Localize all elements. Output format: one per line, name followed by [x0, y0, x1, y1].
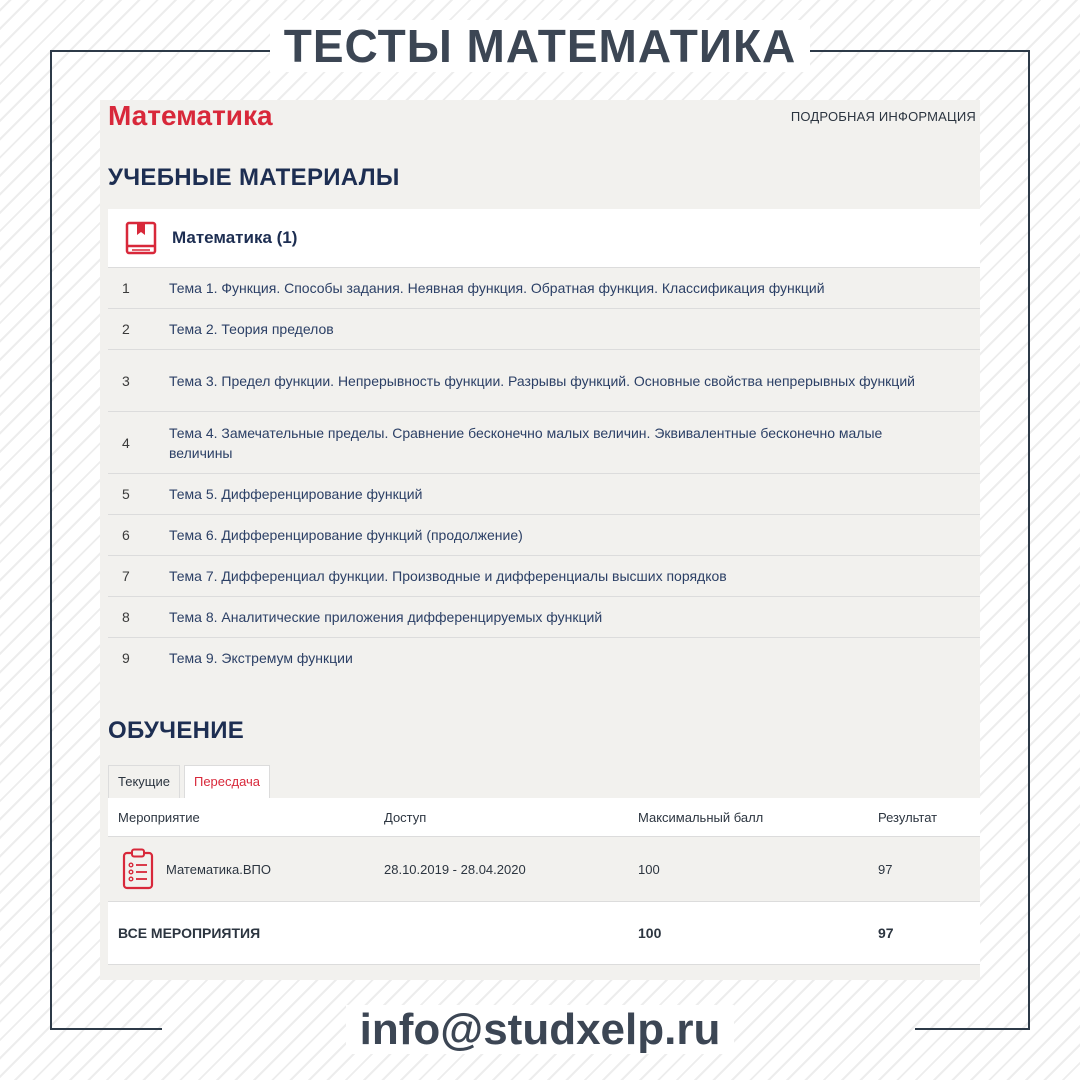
event-result: 97: [878, 837, 980, 902]
materials-card: [108, 209, 980, 678]
total-row: [108, 902, 980, 965]
topic-number: 1: [122, 280, 130, 296]
event-name-wrap: [118, 848, 384, 890]
topic-title[interactable]: Тема 7. Дифференциал функции. Производные и дифференциалы высших порядков: [169, 568, 727, 584]
topic-row[interactable]: [108, 597, 980, 638]
events-table: [108, 798, 980, 965]
topic-title[interactable]: Тема 1. Функция. Способы задания. Неявная функция. Обратная функция. Классификация функций: [169, 280, 825, 296]
poster-title: [0, 16, 1080, 76]
event-name[interactable]: Математика.ВПО: [166, 861, 271, 877]
topic-row[interactable]: [108, 515, 980, 556]
details-link[interactable]: ПОДРОБНАЯ ИНФОРМАЦИЯ: [790, 109, 976, 124]
materials-card-header[interactable]: [108, 209, 980, 268]
topic-number: 5: [122, 486, 130, 502]
learning-tabs: [108, 765, 270, 798]
topic-title[interactable]: Тема 9. Экстремум функции: [169, 650, 353, 666]
column-header-event: Мероприятие: [108, 798, 384, 837]
topic-number: 6: [122, 527, 130, 543]
column-header-max-score: Максимальный балл: [638, 798, 878, 837]
poster-email-text: info@studxelp.ru: [346, 1005, 735, 1054]
topic-title[interactable]: Тема 3. Предел функции. Непрерывность функции. Разрывы функций. Основные свойства непрерывных функций: [169, 372, 915, 389]
topic-row[interactable]: [108, 474, 980, 515]
event-access: 28.10.2019 - 28.04.2020: [384, 837, 638, 902]
column-header-access: Доступ: [384, 798, 638, 837]
poster-email: [0, 1000, 1080, 1060]
topic-title[interactable]: Тема 6. Дифференцирование функций (продолжение): [169, 527, 523, 543]
frame-right: [1028, 50, 1030, 1030]
clipboard-icon: [122, 848, 154, 890]
topic-row[interactable]: [108, 412, 980, 474]
topic-number: 2: [122, 321, 130, 337]
topic-title[interactable]: Тема 4. Замечательные пределы. Сравнение бесконечно малых величин. Эквивалентные бесконечно малые величины: [169, 424, 883, 461]
materials-heading: УЧЕБНЫЕ МАТЕРИАЛЫ: [108, 164, 400, 191]
tab-retake[interactable]: Пересдача: [184, 765, 270, 798]
frame-left: [50, 50, 52, 1030]
learning-heading: ОБУЧЕНИЕ: [108, 717, 245, 744]
course-page: [100, 100, 980, 980]
table-header-row: [108, 798, 980, 837]
poster-title-text: ТЕСТЫ МАТЕМАТИКА: [270, 20, 811, 72]
topic-number: 8: [122, 609, 130, 625]
course-title: Математика: [108, 100, 273, 131]
event-max-score: 100: [638, 837, 878, 902]
topic-row[interactable]: [108, 556, 980, 597]
total-max-score: 100: [638, 902, 878, 965]
topic-number: 9: [122, 650, 130, 666]
topic-number: 3: [122, 372, 130, 389]
book-icon: [124, 221, 158, 255]
materials-card-title: Математика (1): [172, 228, 298, 247]
topic-number: 4: [122, 434, 130, 451]
event-cell: [108, 837, 384, 902]
column-header-result: Результат: [878, 798, 980, 837]
total-result: 97: [878, 902, 980, 965]
topic-title[interactable]: Тема 2. Теория пределов: [169, 321, 334, 337]
topic-row[interactable]: [108, 350, 980, 412]
table-row[interactable]: [108, 837, 980, 902]
topic-row[interactable]: [108, 638, 980, 678]
tab-current[interactable]: Текущие: [108, 765, 180, 798]
topics-list: [108, 268, 980, 678]
topic-title[interactable]: Тема 5. Дифференцирование функций: [169, 486, 423, 502]
total-access-empty: [384, 902, 638, 965]
total-label: ВСЕ МЕРОПРИЯТИЯ: [108, 902, 384, 965]
topic-title[interactable]: Тема 8. Аналитические приложения дифференцируемых функций: [169, 609, 603, 625]
topic-number: 7: [122, 568, 130, 584]
topic-row[interactable]: [108, 309, 980, 350]
topic-row[interactable]: [108, 268, 980, 309]
